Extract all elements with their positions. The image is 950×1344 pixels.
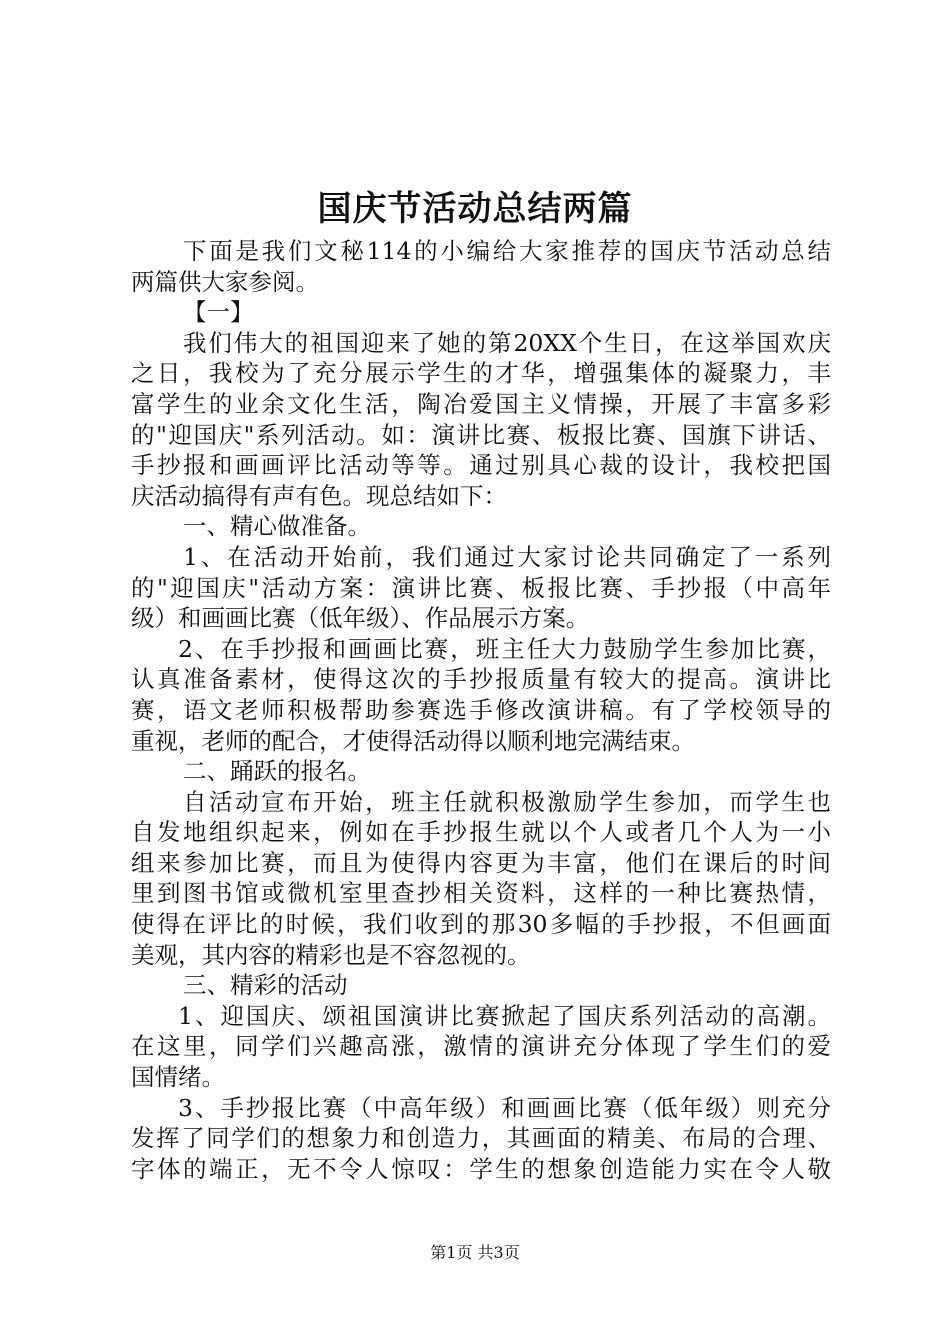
text-line: 赛，语文老师积极帮助参赛选手修改演讲稿。有了学校领导的 — [131, 695, 831, 724]
text-line: 美观，其内容的精彩也是不容忽视的。 — [131, 940, 531, 969]
text-line: 三、精彩的活动 — [183, 971, 348, 1000]
text-line: 一、精心做准备。 — [183, 512, 371, 541]
text-line: 之日，我校为了充分展示学生的才华，增强集体的凝聚力，丰 — [131, 359, 831, 388]
text-line: 在这里，同学们兴趣高涨，激情的演讲充分体现了学生们的爱 — [131, 1032, 831, 1061]
page-footer: 第1页 共3页 — [430, 1243, 520, 1262]
text-line: 庆活动搞得有声有色。现总结如下： — [131, 481, 507, 510]
text-line: 富学生的业余文化生活，陶冶爱国主义情操，开展了丰富多彩 — [131, 389, 831, 418]
text-line: 国情绪。 — [131, 1063, 225, 1092]
text-line: 的"迎国庆"活动方案：演讲比赛、板报比赛、手抄报（中高年 — [131, 573, 831, 602]
text-line: 自活动宣布开始，班主任就积极激励学生参加，而学生也 — [183, 787, 831, 816]
text-line: 1、迎国庆、颂祖国演讲比赛掀起了国庆系列活动的高潮。 — [178, 1001, 831, 1030]
text-line: 的"迎国庆"系列活动。如：演讲比赛、板报比赛、国旗下讲话、 — [131, 420, 831, 449]
text-line: 字体的端正，无不令人惊叹：学生的想象创造能力实在令人敬 — [131, 1154, 831, 1183]
text-line: 我们伟大的祖国迎来了她的第20XX个生日，在这举国欢庆 — [183, 328, 831, 357]
text-line: 发挥了同学们的想象力和创造力，其画面的精美、布局的合理、 — [131, 1124, 831, 1153]
text-line: 下面是我们文秘114的小编给大家推荐的国庆节活动总结 — [183, 237, 831, 265]
text-line: 认真准备素材，使得这次的手抄报质量有较大的提高。演讲比 — [131, 665, 831, 694]
text-line: 级）和画画比赛（低年级）、作品展示方案。 — [131, 604, 590, 633]
text-line: 2、在手抄报和画画比赛，班主任大力鼓励学生参加比赛， — [178, 634, 831, 663]
text-line: 组来参加比赛，而且为使得内容更为丰富，他们在课后的时间 — [131, 848, 831, 877]
text-line: 手抄报和画画评比活动等等。通过别具心裁的设计，我校把国 — [131, 451, 831, 480]
text-line: 二、踊跃的报名。 — [183, 757, 371, 786]
text-line: 【一】 — [183, 298, 254, 327]
text-line: 3、手抄报比赛（中高年级）和画画比赛（低年级）则充分 — [178, 1093, 831, 1122]
text-line: 自发地组织起来，例如在手抄报生就以个人或者几个人为一小 — [131, 818, 831, 847]
text-line: 重视，老师的配合，才使得活动得以顺利地完满结束。 — [131, 726, 695, 755]
text-line: 里到图书馆或微机室里查抄相关资料，这样的一种比赛热情， — [131, 879, 831, 908]
text-line: 使得在评比的时候，我们收到的那30多幅的手抄报，不但画面 — [131, 910, 831, 939]
document-title: 国庆节活动总结两篇 — [317, 189, 633, 229]
text-line: 两篇供大家参阅。 — [131, 267, 319, 296]
text-line: 1、在活动开始前，我们通过大家讨论共同确定了一系列 — [183, 542, 831, 571]
document-body — [131, 236, 831, 1184]
